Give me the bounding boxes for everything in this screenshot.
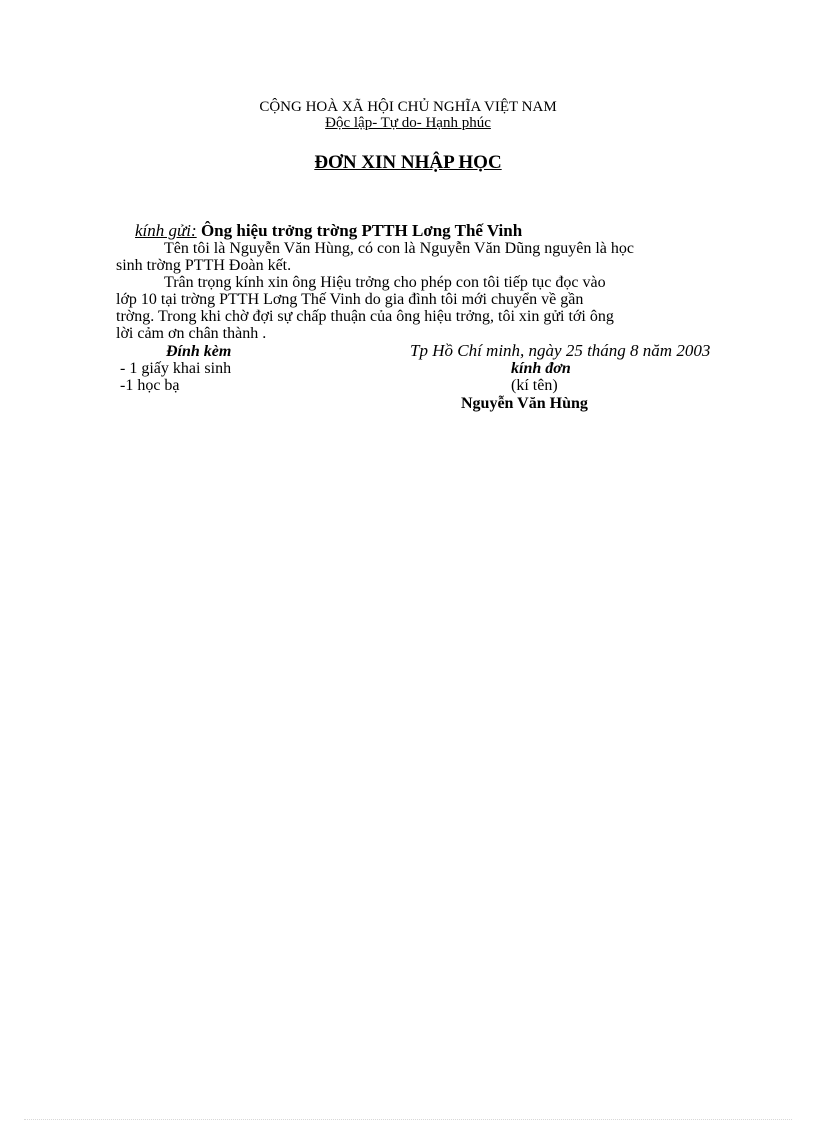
paragraph1-line2: sinh trờng PTTH Đoàn kết. [116, 257, 292, 274]
paragraph2-line4: lời cảm ơn chân thành . [116, 325, 267, 342]
signature-name: Nguyễn Văn Hùng [461, 395, 588, 412]
attachments-heading: Đính kèm [166, 343, 232, 360]
signature-closing: kính đơn [511, 360, 571, 377]
paragraph1-line1: Tên tôi là Nguyễn Văn Hùng, có con là Nguyễn Văn Dũng nguyên là học [164, 240, 634, 257]
motto-text: Độc lập- Tự do- Hạnh phúc [325, 115, 491, 131]
motto [0, 114, 816, 132]
attachment-item: -1 học bạ [120, 377, 180, 394]
country-header: CỘNG HOÀ XÃ HỘI CHỦ NGHĨA VIỆT NAM [259, 99, 557, 115]
salutation [135, 222, 522, 240]
salutation-recipient: Ông hiệu trởng trờng PTTH Lơng Thế Vinh [200, 221, 523, 240]
attachment-item: - 1 giấy khai sinh [120, 360, 232, 377]
paragraph2-line3: trờng. Trong khi chờ đợi sự chấp thuận của ông hiệu trởng, tôi xin gửi tới ông [116, 308, 614, 325]
salutation-label: kính gửi: [135, 221, 197, 240]
paragraph2-line2: lớp 10 tại trờng PTTH Lơng Thế Vinh do gia đình tôi mới chuyển về gần [116, 291, 584, 308]
page-bottom-divider [24, 1119, 792, 1120]
place-date: Tp Hồ Chí minh, ngày 25 tháng 8 năm 2003 [410, 341, 711, 360]
document-title-text: ĐƠN XIN NHẬP HỌC [314, 152, 502, 173]
paragraph2-line1: Trân trọng kính xin ông Hiệu trởng cho phép con tôi tiếp tục đọc vào [164, 274, 606, 291]
document-title [0, 152, 816, 174]
signature-note: (kí tên) [511, 377, 558, 394]
